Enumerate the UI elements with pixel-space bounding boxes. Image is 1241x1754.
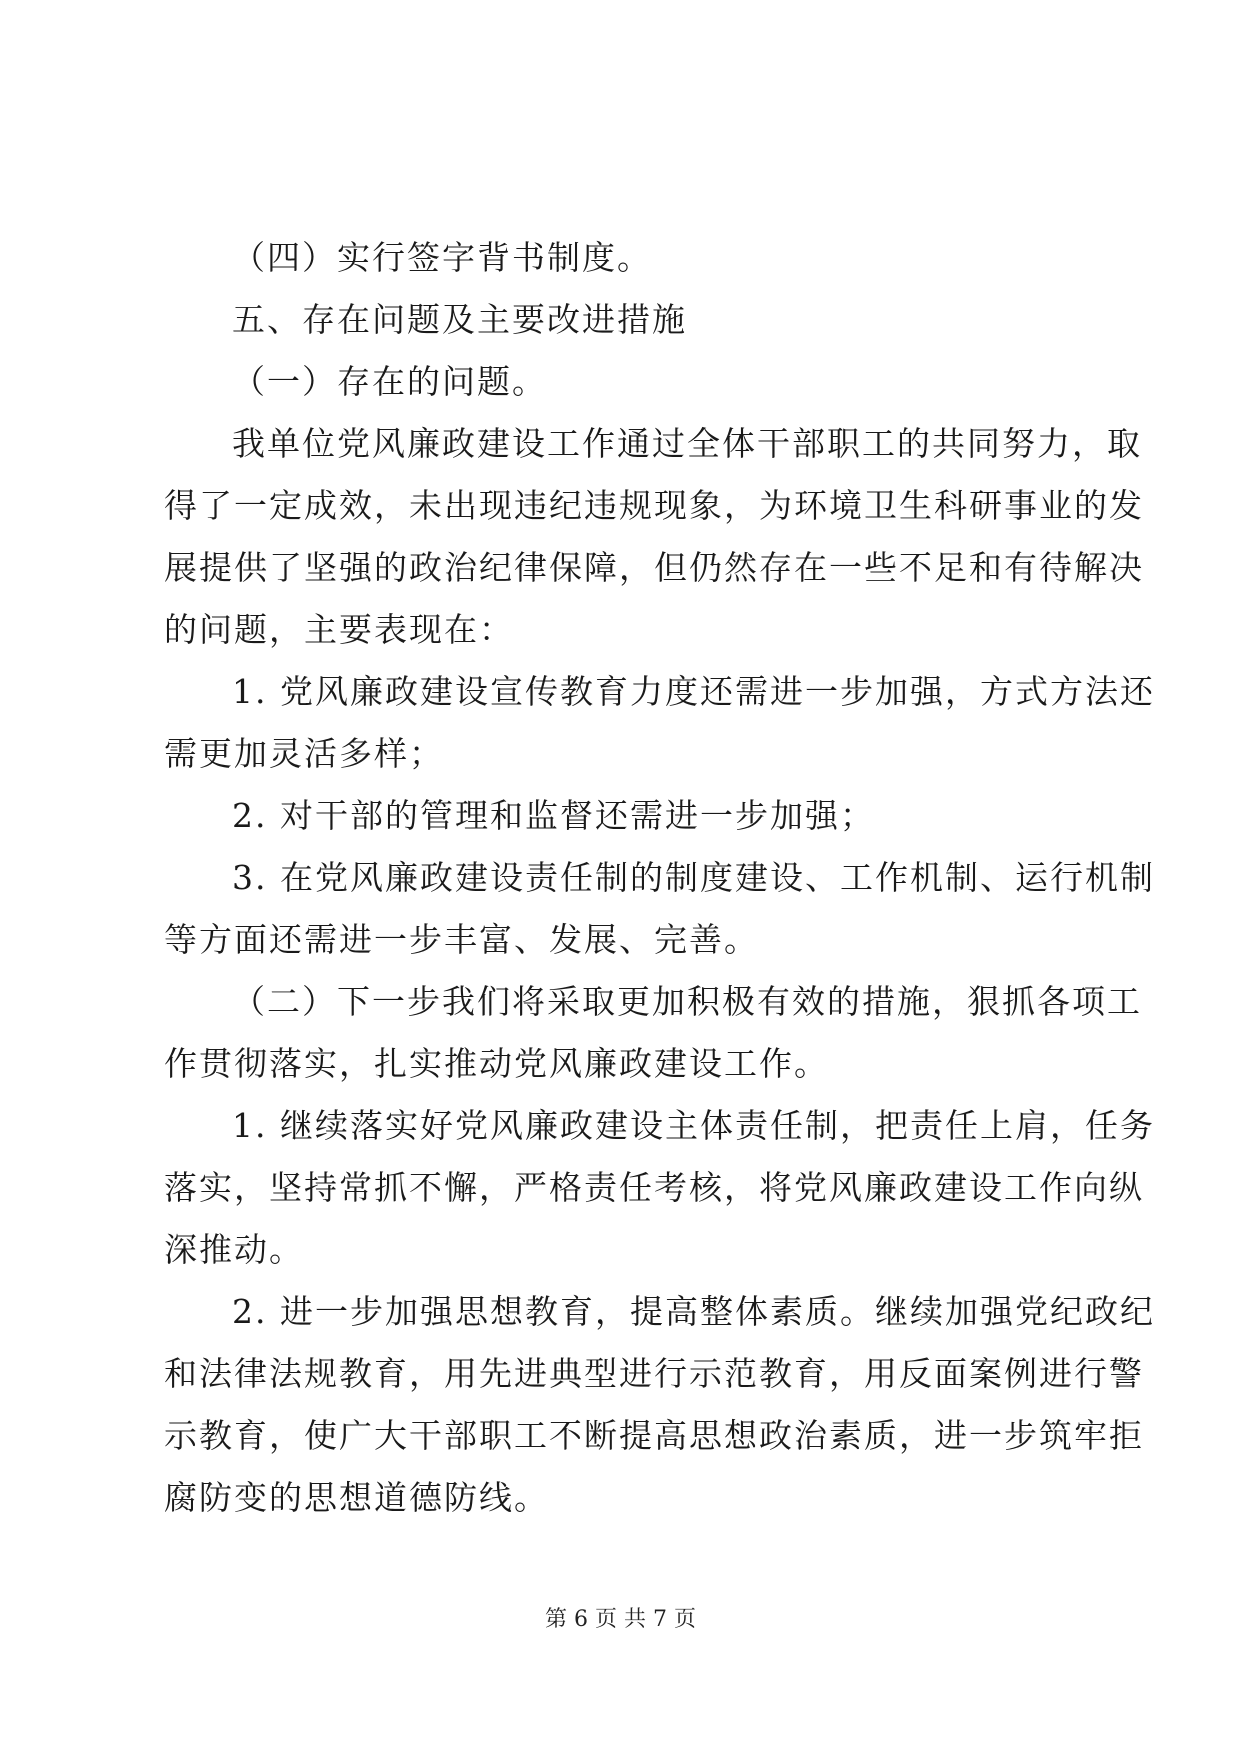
list-item-line: 示教育，使广大干部职工不断提高思想政治素质，进一步筑牢拒: [164, 1416, 1144, 1455]
text-line: （四）实行签字背书制度。: [232, 238, 652, 277]
text-line: 的问题，主要表现在：: [164, 610, 514, 649]
list-item-line: 深推动。: [164, 1230, 304, 1269]
list-item-line: 等方面还需进一步丰富、发展、完善。: [164, 920, 759, 959]
section-heading: 五、存在问题及主要改进措施: [232, 300, 687, 339]
subsection-heading: （二）下一步我们将采取更加积极有效的措施，狠抓各项工: [232, 982, 1142, 1021]
text-line: 我单位党风廉政建设工作通过全体干部职工的共同努力，取: [232, 424, 1142, 463]
text-line: 得了一定成效，未出现违纪违规现象，为环境卫生科研事业的发: [164, 486, 1144, 525]
text-line: 展提供了坚强的政治纪律保障，但仍然存在一些不足和有待解决: [164, 548, 1144, 587]
list-item-line: 落实，坚持常抓不懈，严格责任考核，将党风廉政建设工作向纵: [164, 1168, 1144, 1207]
subsection-heading: （一）存在的问题。: [232, 362, 547, 401]
list-item-line: 2. 对干部的管理和监督还需进一步加强；: [232, 796, 875, 835]
list-item-line: 需更加灵活多样；: [164, 734, 444, 773]
list-item-line: 腐防变的思想道德防线。: [164, 1478, 549, 1517]
list-item-line: 3. 在党风廉政建设责任制的制度建设、工作机制、运行机制: [232, 858, 1155, 897]
list-item-line: 1. 党风廉政建设宣传教育力度还需进一步加强，方式方法还: [232, 672, 1155, 711]
list-item-line: 2. 进一步加强思想教育，提高整体素质。继续加强党纪政纪: [232, 1292, 1155, 1331]
list-item-line: 1. 继续落实好党风廉政建设主体责任制，把责任上肩，任务: [232, 1106, 1155, 1145]
page-number-footer: 第 6 页 共 7 页: [545, 1607, 696, 1632]
text-line: 作贯彻落实，扎实推动党风廉政建设工作。: [164, 1044, 829, 1083]
list-item-line: 和法律法规教育，用先进典型进行示范教育，用反面案例进行警: [164, 1354, 1144, 1393]
